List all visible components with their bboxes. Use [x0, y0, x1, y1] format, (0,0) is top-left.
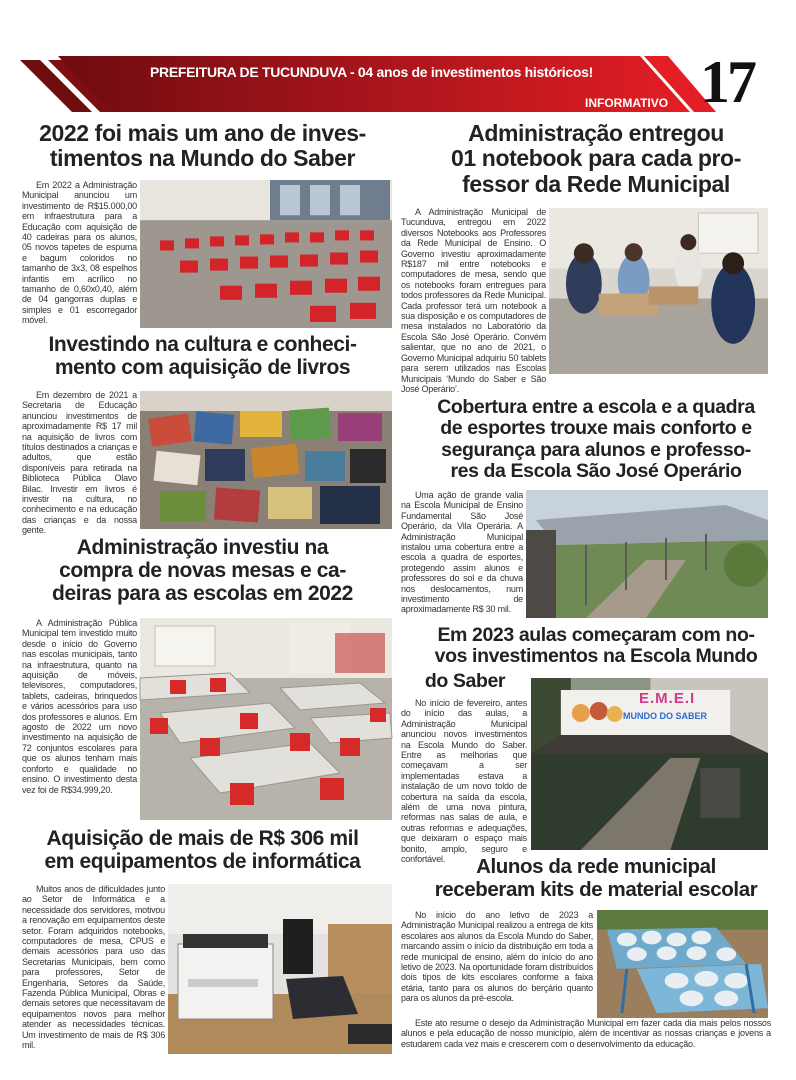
headline-line: segurança para alunos e professo-: [441, 438, 751, 461]
article-headline: [10, 333, 395, 385]
article-headline-continued: [402, 671, 528, 695]
headline-line: receberam kits de material escolar: [434, 877, 758, 901]
article-headline: [402, 121, 790, 201]
page-number: 17: [700, 49, 754, 115]
headline-line: 01 notebook para cada pro-: [451, 145, 741, 172]
article-body: [22, 390, 137, 536]
article-headline: [10, 536, 395, 613]
article-body: [22, 618, 137, 823]
headline-line: compra de novas mesas e ca-: [59, 559, 346, 583]
article-paragraph: A Administração Municipal de Tucunduva, entregou em 2022 diversos Notebooks aos Professores da Rede Municipal de Ensino. O Governo investiu aproximadamente R$187 mil entre notebooks e computadores de mesa, sendo que os notebooks foram entregues para todos professores da Rede Municipal. Cada professor terá um notebook a sua disposição e os computadores de mesa instalados no Laboratório da Escola São José Operário. Convém salientar, que no ano de 2021, o Governo Municipal adquiriu 50 tablets para serem utilizados nas Escolas Municipais ‘Mundo do Saber e São José Operário’.: [401, 207, 546, 394]
article-body: [401, 910, 593, 1016]
article-paragraph: Este ato resume o desejo da Administração Municipal em fazer cada dia mais pelos nossos alunos e pela educação de nosso município, além de incentivar as nossas crianças e jovens a estudarem cada vez mais e crescerem com o desenvolvimento da educação.: [401, 1018, 771, 1049]
article-headline: [402, 625, 790, 671]
headline-line: deiras para as escolas em 2022: [52, 582, 353, 606]
article-paragraph: Uma ação de grande valia na Escola Municipal de Ensino Fundamental São José Operário, da Vila Operária. A Administração Municipal instalou uma cobertura entre a escola a quadra de esportes, protegendo assim alunos e professores do sol e da chuva nos deslocamentos, num investimento de aproximadamente R$ 30 mil.: [401, 490, 523, 615]
article-paragraph: Em dezembro de 2021 a Secretaria de Educação anunciou investimentos de aproximadamente R$ 17 mil na aquisição de livros com títulos destinados a crianças e adultos, que estão disponíveis para retirada na Biblioteca Pública Olavo Bilac. Investir em livros é investir na cultura, no conhecimento e na educação das crianças e da nossa gente.: [22, 390, 137, 536]
article-paragraph: Muitos anos de dificuldades junto ao Setor de Informática e a necessidade dos servidores, motivou a renovação em equipamentos deste setor. Foram adquiridos notebooks, computadores de mesa, CPUS e demais acessórios para uso das Secretarias Municipais, bem como para professores, Setor de Engenharia, Setores da Saúde, Fazenda Pública Municipal, Obras e demais setores que necessitavam de equipamentos novos para melhor atender as necessidades técnicas. Um investimento de mais de R$ 306 mil.: [22, 884, 165, 1051]
classroom-red-chairs-photo: [140, 180, 392, 328]
headline-line: timentos na Mundo do Saber: [49, 145, 356, 172]
section-label: INFORMATIVO: [585, 96, 669, 110]
headline-line: Em 2023 aulas começaram com no-: [437, 624, 755, 646]
article-body: [401, 698, 527, 865]
banner-title: PREFEITURA DE TUCUNDUVA - 04 anos de investimentos históricos!: [150, 64, 593, 80]
article-body: [401, 490, 523, 620]
headline-line: 2022 foi mais um ano de inves-: [39, 120, 366, 146]
article-body: [22, 180, 137, 330]
article-headline: [402, 856, 790, 906]
desks-and-chairs-photo: [140, 618, 392, 820]
teachers-receiving-notebooks-photo: [549, 208, 768, 374]
article-body: [22, 884, 165, 1064]
headline-line: de esportes trouxe mais conforto e: [440, 417, 752, 440]
school-sign-line1: E.M.E.I: [639, 690, 696, 707]
headline-line: em equipamentos de informática: [44, 850, 361, 874]
headline-line: do Saber: [424, 670, 506, 692]
header-banner: [0, 49, 796, 118]
banner-graphic: [0, 49, 796, 118]
headline-line: Aquisição de mais de R$ 306 mil: [46, 827, 359, 850]
headline-line: Cobertura entre a escola e a quadra: [437, 396, 755, 418]
school-entrance-photo: [531, 678, 768, 850]
article-paragraph: No início do ano letivo de 2023 a Administração Municipal realizou a entrega de kits escolares aos alunos da Escola Mundo do Saber, marcando assim o início da distribuição em toda a rede municipal de ensino, além do início do ano letivo de 2023. Na oportunidade foram distribuídos dois tipos de kits escolares conforme a faixa etária, tanto para os alunos do berçário quanto para os alunos da pré-escola.: [401, 910, 593, 1004]
article-paragraph: A Administração Pública Municipal tem investido muito desde o início do Governo nas escolas municipais, tanto na infraestrutura, quanto na aquisição de móveis, televisores, computadores, tablets, cadeiras, brinquedos e vários acessórios para uso dos professores e alunos. Em agosto de 2022 um novo investimento na aquisição de 72 conjuntos escolares para que os alunos tenham mais conforto e qualidade no ensino. O investimento desta vez foi de R$34.999,20.: [22, 618, 137, 795]
headline-line: vos investimentos na Escola Mundo: [434, 645, 758, 668]
article-paragraph: Em 2022 a Administração Municipal anunciou um investimento de R$15.000,00 em infraestrutura para a Educação com aquisição de 40 cadeiras para os alunos, 05 novos tapetes de espuma e bagum coloridos no tamanho de 3x3, 08 espelhos infantis em acrílico no tamanho de 0,60x0,40, além de 04 gangorras duplas e simples e 01 escorregador móvel.: [22, 180, 137, 326]
headline-line: Investindo na cultura e conheci-: [48, 333, 357, 356]
headline-line: Alunos da rede municipal: [476, 855, 716, 878]
covered-walkway-photo: [526, 490, 768, 618]
article-body: [401, 1018, 771, 1060]
headline-line: mento com aquisição de livros: [54, 356, 351, 380]
books-on-table-photo: [140, 391, 392, 529]
printer-and-laptop-photo: [168, 884, 392, 1054]
headline-line: Administração entregou: [468, 120, 724, 146]
school-sign-line2: MUNDO DO SABER: [623, 711, 708, 721]
article-headline: [10, 827, 395, 879]
article-body: [401, 207, 546, 392]
headline-line: fessor da Rede Municipal: [462, 170, 730, 197]
headline-line: Administração investiu na: [76, 536, 329, 559]
headline-line: res da Escola São José Operário: [450, 460, 742, 483]
article-headline: [402, 397, 790, 485]
article-headline: [10, 121, 395, 177]
school-kits-on-tables-photo: [597, 910, 768, 1018]
article-paragraph: No início de fevereiro, antes do início das aulas, a Administração Municipal anunciou novos investimentos na Escola Mundo do Saber. Entre as melhorias que começavam a ser implementadas estava a instalação de um novo toldo de cobertura na saída da escola, além de uma nova pintura, reformas nas salas de aula, e outras reformas e adequações, que deixaram o espaço mais bonito, amplo, seguro e confortável.: [401, 698, 527, 865]
